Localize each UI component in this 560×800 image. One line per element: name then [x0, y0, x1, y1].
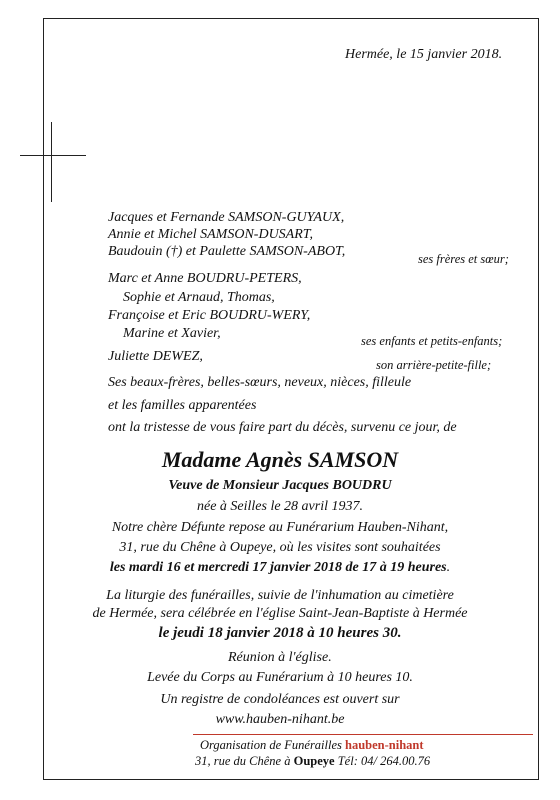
child-line: Marine et Xavier, [123, 326, 221, 341]
child-line: Françoise et Eric BOUDRU-WERY, [108, 308, 311, 323]
footer-town: Oupeye [293, 754, 335, 768]
visit-times-bold: les mardi 16 et mercredi 17 janvier 2018 de 17 à 19 heures [109, 560, 447, 575]
ceremony-date: le jeudi 18 janvier 2018 à 10 heures 30. [158, 625, 402, 641]
great-grandchild-label: son arrière-petite-fille; [376, 358, 492, 372]
extended-family-line: Ses beaux-frères, belles-sœurs, neveux, nièces, filleule [108, 375, 412, 390]
brand-name: hauben-nihant [345, 738, 424, 752]
deceased-name: Madame Agnès SAMSON [161, 447, 399, 472]
visit-times [0, 560, 560, 576]
cross-icon-horizontal [20, 155, 86, 156]
meeting-place: Réunion à l'église. [228, 650, 332, 665]
cross-icon-vertical [51, 122, 52, 202]
great-grandchild: Juliette DEWEZ, [108, 349, 203, 364]
rest-line: 31, rue du Chêne à Oupeye, où les visites sont souhaitées [119, 540, 441, 555]
date-line: Hermée, le 15 janvier 2018. [345, 47, 503, 62]
extended-family-line: et les familles apparentées [108, 398, 257, 413]
footer-address-prefix: 31, rue du Chêne à [195, 754, 291, 768]
sibling-line: Baudouin (†) et Paulette SAMSON-ABOT, [108, 244, 346, 259]
footer-org [200, 737, 424, 753]
liturgy-line: de Hermée, sera célébrée en l'église Saint-Jean-Baptiste à Hermée [92, 606, 468, 621]
liturgy-line: La liturgie des funérailles, suivie de l'inhumation au cimetière [106, 588, 454, 603]
footer-divider [193, 734, 533, 735]
footer-org-prefix: Organisation de Funérailles [200, 738, 342, 752]
siblings-label: ses frères et sœur; [418, 252, 509, 266]
rest-line: Notre chère Défunte repose au Funérarium Hauben-Nihant, [111, 520, 449, 535]
children-label: ses enfants et petits-enfants; [361, 334, 503, 348]
widow-of: Veuve de Monsieur Jacques BOUDRU [168, 478, 392, 493]
sibling-line: Jacques et Fernande SAMSON-GUYAUX, [108, 210, 345, 225]
birth-info: née à Seilles le 28 avril 1937. [196, 499, 364, 514]
child-line: Marc et Anne BOUDRU-PETERS, [108, 271, 302, 286]
departure-info: Levée du Corps au Funérarium à 10 heures 10. [147, 670, 413, 685]
sibling-line: Annie et Michel SAMSON-DUSART, [108, 227, 314, 242]
website-link[interactable]: www.hauben-nihant.be [215, 712, 345, 727]
register-info: Un registre de condoléances est ouvert sur [160, 692, 400, 707]
visit-times-end: . [446, 560, 451, 575]
footer-address [195, 753, 430, 769]
child-line: Sophie et Arnaud, Thomas, [123, 290, 275, 305]
footer-phone: Tél: 04/ 264.00.76 [337, 754, 431, 768]
announcement-line: ont la tristesse de vous faire part du décès, survenu ce jour, de [108, 420, 457, 435]
